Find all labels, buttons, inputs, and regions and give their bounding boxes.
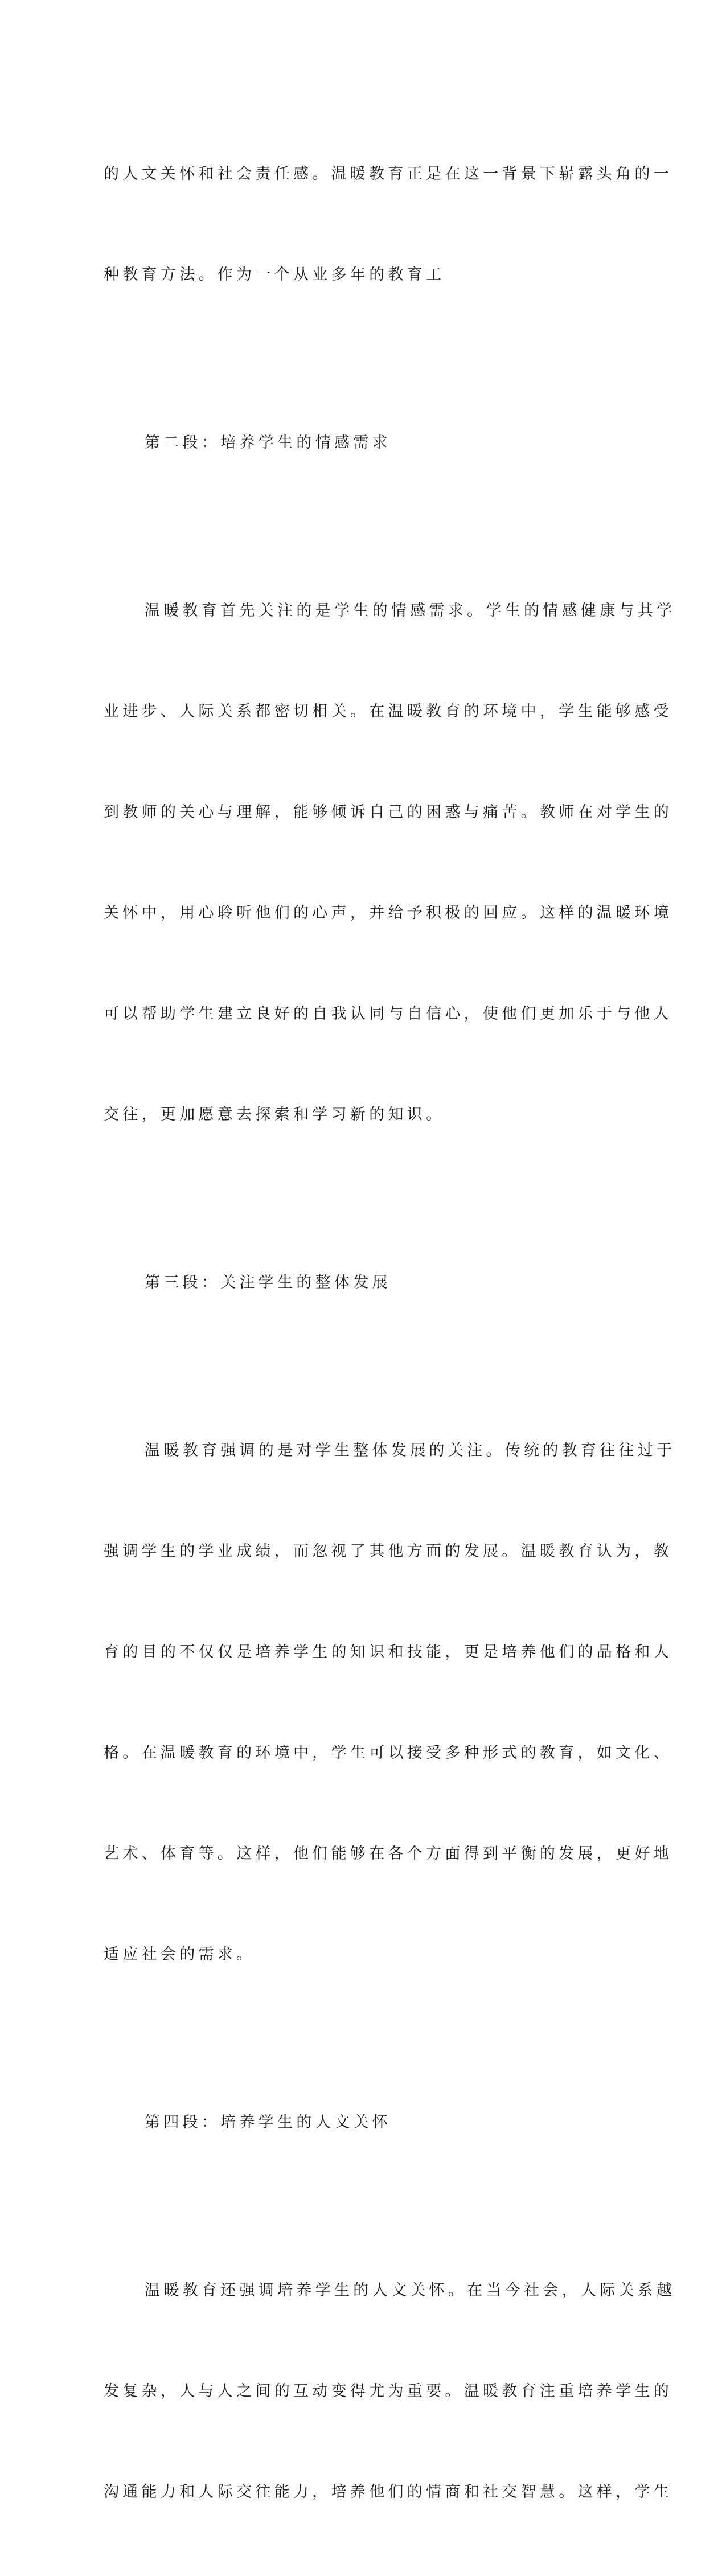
text-line: 到教师的关心与理解，能够倾诉自己的困惑与痛苦。教师在对学生的 [104,803,672,821]
document-body [104,90,676,2576]
text-line: 关怀中，用心聆听他们的心声，并给予积极的回应。这样的温暖环境 [104,904,672,922]
section-heading-2 [104,359,588,527]
paragraph-3 [104,1367,676,2038]
text-line: 强调学生的学业成绩，而忽视了其他方面的发展。温暖教育认为，教 [104,1543,672,1560]
section-heading-4 [104,2038,588,2206]
text-line: 格。在温暖教育的环境中，学生可以接受多种形式的教育，如文化、 [104,1744,672,1762]
text-line: 业进步、人际关系都密切相关。在温暖教育的环境中，学生能够感受 [104,703,672,720]
paragraph-continuation [104,90,672,359]
text-line: 交往，更加愿意去探索和学习新的知识。 [104,1106,445,1123]
text-line: 适应社会的需求。 [104,1946,256,1963]
text-line: 温暖教育还强调培养学生的人文关怀。在当今社会，人际关系越 [145,2282,676,2299]
section-heading-3 [104,1199,588,1367]
paragraph-4 [104,2206,676,2576]
text-line: 发复杂，人与人之间的互动变得尤为重要。温暖教育注重培养学生的 [104,2382,672,2400]
text-line: 温暖教育首先关注的是学生的情感需求。学生的情感健康与其学 [145,602,676,620]
text-line: 艺术、体育等。这样，他们能够在各个方面得到平衡的发展，更好地 [104,1845,672,1863]
text-line: 沟通能力和人际交往能力，培养他们的情商和社交智慧。这样，学生 [104,2483,672,2501]
text-line: 的人文关怀和社会责任感。温暖教育正是在这一背景下崭露头角的一 [104,165,672,183]
heading-text: 第四段：培养学生的人文关怀 [145,2114,391,2131]
text-line: 可以帮助学生建立良好的自我认同与自信心，使他们更加乐于与他人 [104,1005,672,1023]
text-line: 育的目的不仅仅是培养学生的知识和技能，更是培养他们的品格和人 [104,1643,672,1661]
paragraph-2 [104,527,676,1199]
text-line: 温暖教育强调的是对学生整体发展的关注。传统的教育往往过于 [145,1442,676,1459]
heading-text: 第三段：关注学生的整体发展 [145,1274,391,1291]
heading-text: 第二段：培养学生的情感需求 [145,434,391,452]
text-line: 种教育方法。作为一个从业多年的教育工 [104,266,445,284]
